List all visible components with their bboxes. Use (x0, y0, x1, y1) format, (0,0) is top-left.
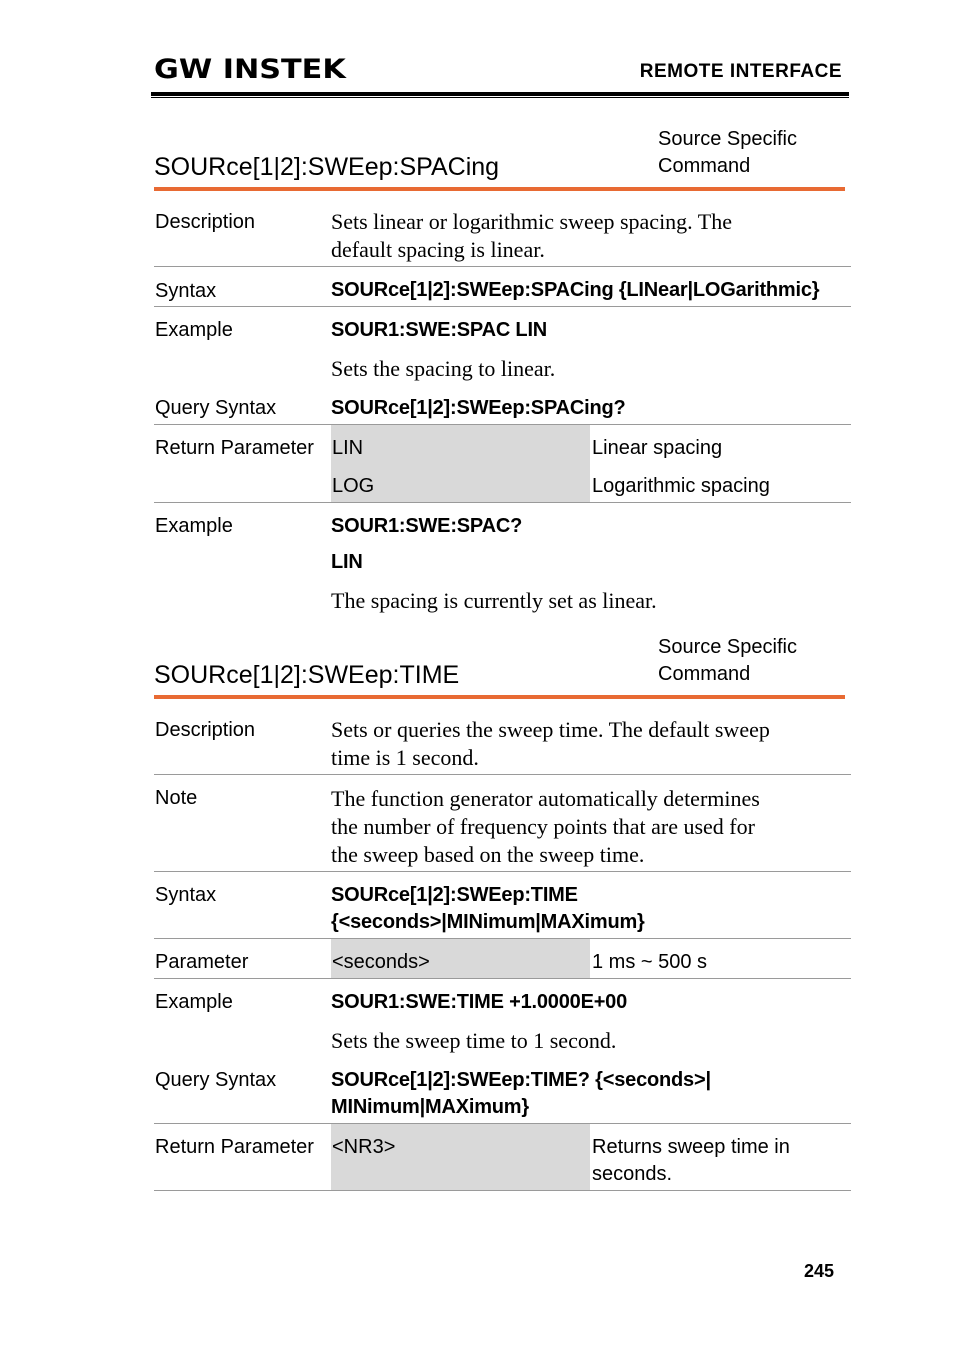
query-syntax-text: SOURce[1|2]:SWEep:SPACing? (331, 397, 626, 419)
row-divider (154, 1190, 851, 1191)
note-text: The function generator automatically determines (331, 786, 760, 811)
syntax-text: SOURce[1|2]:SWEep:TIME (331, 884, 578, 906)
return-parameter-label: Return Parameter (155, 1136, 314, 1158)
row-divider (154, 871, 851, 872)
syntax-label: Syntax (155, 280, 217, 302)
command-title-spacing: SOURce[1|2]:SWEep:SPACing (154, 153, 500, 181)
parameter-range: 1 ms ~ 500 s (592, 951, 708, 973)
header-rule-thin (151, 97, 849, 98)
query-syntax-label: Query Syntax (155, 1069, 277, 1091)
query-syntax-label: Query Syntax (155, 397, 277, 419)
row-divider (154, 306, 851, 307)
note-text: the number of frequency points that are used for (331, 814, 755, 839)
example-label: Example (155, 515, 233, 537)
command-tag-line1: Source Specific (658, 636, 797, 658)
query-syntax-text: SOURce[1|2]:SWEep:TIME? {<seconds>| (331, 1069, 711, 1091)
row-divider (154, 266, 851, 267)
command-tag-line2: Command (658, 155, 751, 177)
description-label: Description (155, 211, 256, 233)
command-tag-line2: Command (658, 663, 751, 685)
return-param: <NR3> (332, 1136, 396, 1158)
example-command: SOUR1:SWE:SPAC LIN (331, 319, 548, 341)
section-divider (154, 695, 845, 699)
example-description: Sets the spacing to linear. (331, 356, 556, 381)
description-text: time is 1 second. (331, 745, 479, 770)
return-parameter-label: Return Parameter (155, 437, 314, 459)
example-query: SOUR1:SWE:SPAC? (331, 515, 523, 537)
return-param-desc: Returns sweep time in (592, 1136, 790, 1158)
header-rule (151, 92, 849, 96)
gw-instek-logo: GW INSTEK (154, 54, 346, 85)
note-text: the sweep based on the sweep time. (331, 842, 645, 867)
syntax-label: Syntax (155, 884, 217, 906)
example-label: Example (155, 991, 233, 1013)
example-response: LIN (331, 551, 363, 573)
description-label: Description (155, 719, 256, 741)
syntax-text: {<seconds>|MINimum|MAXimum} (331, 911, 645, 933)
query-syntax-text: MINimum|MAXimum} (331, 1096, 529, 1118)
page-number: 245 (803, 1261, 834, 1281)
example-command: SOUR1:SWE:TIME +1.0000E+00 (331, 991, 628, 1013)
example-description: Sets the sweep time to 1 second. (331, 1028, 617, 1053)
description-text: Sets or queries the sweep time. The default sweep (331, 717, 770, 742)
row-divider (154, 978, 851, 979)
syntax-text: SOURce[1|2]:SWEep:SPACing {LINear|LOGarithmic} (331, 279, 820, 301)
parameter-label: Parameter (155, 951, 249, 973)
row-divider (154, 774, 851, 775)
row-divider (154, 502, 851, 503)
section-divider (154, 187, 845, 191)
return-param-desc: seconds. (592, 1163, 673, 1185)
section-header: REMOTE INTERFACE (639, 61, 842, 82)
example-description: The spacing is currently set as linear. (331, 588, 657, 613)
description-text: default spacing is linear. (331, 237, 545, 262)
note-label: Note (155, 787, 198, 809)
return-param: LIN (332, 437, 364, 459)
command-title-time: SOURce[1|2]:SWEep:TIME (154, 661, 460, 689)
example-label: Example (155, 319, 233, 341)
return-param-desc: Linear spacing (592, 437, 723, 459)
command-tag-line1: Source Specific (658, 128, 797, 150)
description-text: Sets linear or logarithmic sweep spacing. The (331, 209, 732, 234)
parameter-value: <seconds> (332, 951, 430, 973)
return-param: LOG (332, 475, 375, 497)
return-param-desc: Logarithmic spacing (592, 475, 770, 497)
